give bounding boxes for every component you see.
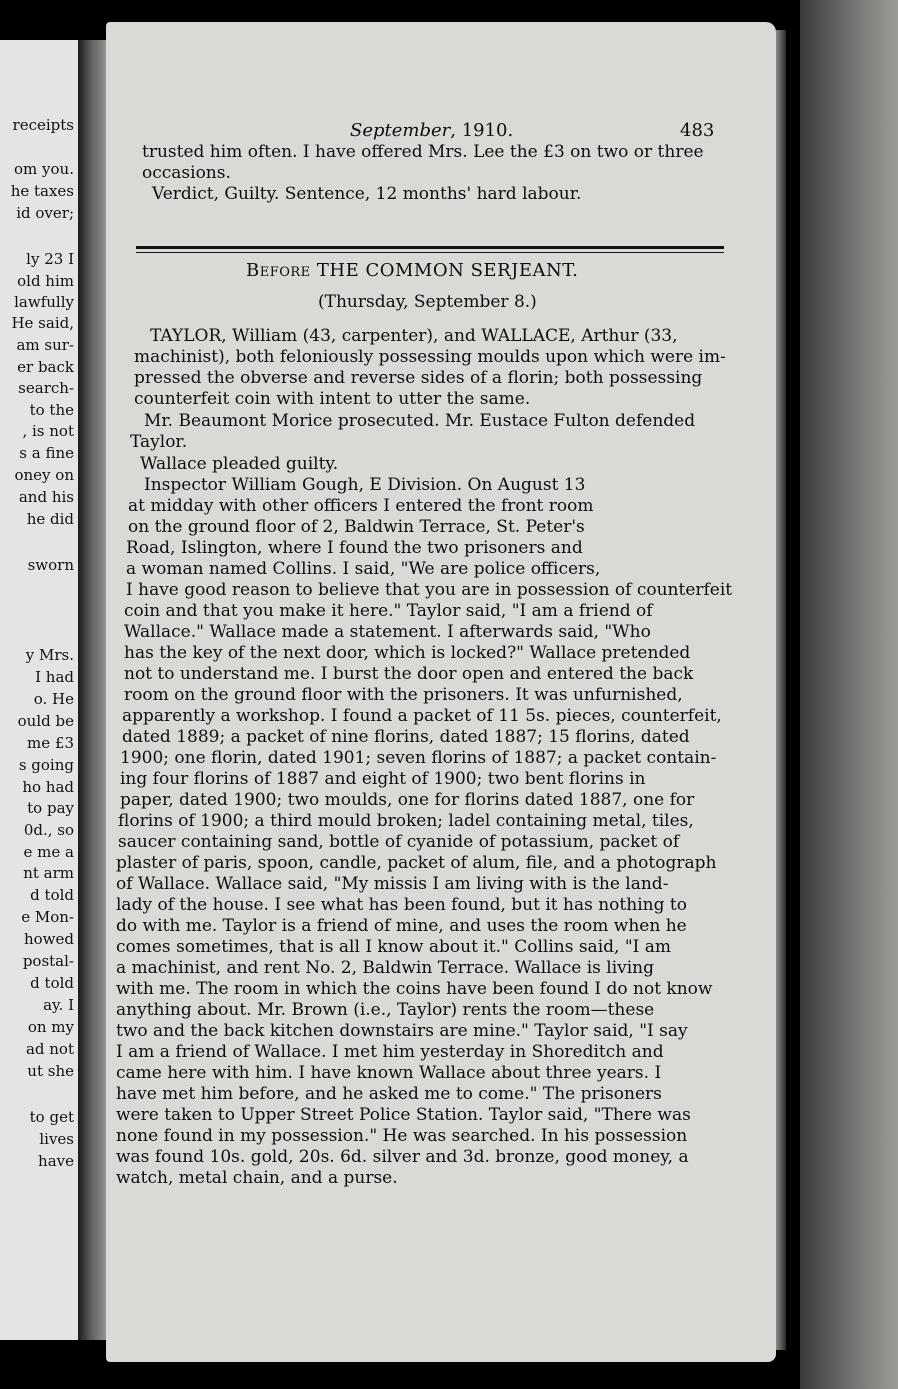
left-page-line: e Mon-: [21, 908, 74, 926]
left-page-line: ad not: [25, 1040, 74, 1058]
body-line: 1900; one florin, dated 1901; seven florins of 1887; a packet contain-: [120, 748, 717, 768]
left-page-line: ho had: [22, 778, 74, 796]
left-page-line: sworn: [27, 556, 74, 574]
left-page-line: lives: [39, 1130, 74, 1148]
body-line: was found 10s. gold, 20s. 6d. silver and 3d. bronze, good money, a: [116, 1147, 689, 1167]
section-rule-top: [136, 246, 724, 249]
left-page-line: to pay: [27, 799, 74, 817]
body-line: room on the ground floor with the prisoners. It was unfurnished,: [124, 685, 683, 705]
left-page-line: have: [38, 1152, 74, 1170]
left-page-line: search-: [18, 379, 74, 397]
heading-before: Before: [246, 260, 311, 281]
body-line: have met him before, and he asked me to come." The prisoners: [116, 1084, 662, 1104]
left-page-line: om you.: [14, 160, 74, 178]
body-line: comes sometimes, that is all I know about it." Collins said, "I am: [116, 937, 672, 957]
body-line: of Wallace. Wallace said, "My missis I am living with is the land-: [116, 874, 669, 894]
left-page-line: receipts: [12, 116, 74, 134]
body-line: do with me. Taylor is a friend of mine, and uses the room when he: [116, 916, 687, 936]
left-page-line: ould be: [17, 712, 74, 730]
body-line: pressed the obverse and reverse sides of a florin; both possessing: [134, 368, 703, 388]
body-line: apparently a workshop. I found a packet of 11 5s. pieces, counterfeit,: [122, 706, 722, 726]
body-line: none found in my possession." He was searched. In his possession: [116, 1126, 688, 1146]
page-edge: [776, 30, 786, 1350]
right-page: [106, 22, 776, 1362]
body-line: Wallace." Wallace made a statement. I afterwards said, "Who: [124, 622, 651, 642]
body-line: (Thursday, September 8.): [318, 292, 537, 312]
left-page-line: postal-: [22, 952, 74, 970]
left-page-line: s going: [18, 756, 74, 774]
left-page-line: ly 23 I: [26, 250, 74, 268]
body-line: coin and that you make it here." Taylor said, "I am a friend of: [124, 601, 653, 621]
left-page-line: o. He: [33, 690, 74, 708]
left-page-line: to the: [29, 401, 74, 419]
body-line: came here with him. I have known Wallace about three years. I: [116, 1063, 662, 1083]
running-header: [350, 122, 513, 140]
left-page-line: er back: [17, 358, 74, 376]
body-line: on the ground floor of 2, Baldwin Terrace, St. Peter's: [128, 517, 585, 537]
left-page-line: I had: [35, 668, 74, 686]
body-line: Road, Islington, where I found the two prisoners and: [126, 538, 583, 558]
left-page-line: he did: [26, 510, 74, 528]
left-page: [0, 40, 81, 1340]
header-year: , 1910.: [450, 120, 514, 141]
left-page-line: nt arm: [23, 864, 74, 882]
book-gutter: [78, 40, 108, 1340]
body-line: Taylor.: [130, 432, 188, 452]
page-number: 483: [680, 120, 715, 141]
body-line: with me. The room in which the coins have been found I do not know: [116, 979, 713, 999]
body-line: ing four florins of 1887 and eight of 1900; two bent florins in: [120, 769, 646, 789]
left-page-line: d told: [30, 886, 74, 904]
left-page-line: id over;: [16, 204, 74, 222]
body-line: were taken to Upper Street Police Station. Taylor said, "There was: [116, 1105, 691, 1125]
book-edge-right: [800, 0, 898, 1389]
body-line: Mr. Beaumont Morice prosecuted. Mr. Eustace Fulton defended: [144, 411, 696, 431]
left-page-line: y Mrs.: [25, 646, 74, 664]
left-page-line: oney on: [14, 466, 74, 484]
left-page-line: e me a: [23, 843, 74, 861]
body-line: Inspector William Gough, E Division. On August 13: [144, 475, 586, 495]
left-page-line: on my: [27, 1018, 74, 1036]
left-page-line: me £3: [27, 734, 74, 752]
body-line: occasions.: [142, 163, 231, 183]
body-line: a machinist, and rent No. 2, Baldwin Terrace. Wallace is living: [116, 958, 655, 978]
body-line: counterfeit coin with intent to utter the same.: [134, 389, 531, 409]
body-line: trusted him often. I have offered Mrs. Lee the £3 on two or three: [142, 142, 704, 162]
left-page-line: howed: [23, 930, 74, 948]
left-page-line: s a fine: [19, 444, 74, 462]
body-line: anything about. Mr. Brown (i.e., Taylor) rents the room—these: [116, 1000, 655, 1020]
left-page-line: d told: [30, 974, 74, 992]
section-heading: Before THE COMMON SERJEANT.: [246, 260, 579, 281]
left-page-line: ay. I: [43, 996, 74, 1014]
body-line: a woman named Collins. I said, "We are police officers,: [126, 559, 601, 579]
body-line: not to understand me. I burst the door open and entered the back: [124, 664, 694, 684]
body-line: plaster of paris, spoon, candle, packet of alum, file, and a photograph: [116, 853, 717, 873]
body-line: I am a friend of Wallace. I met him yesterday in Shoreditch and: [116, 1042, 664, 1062]
body-line: at midday with other officers I entered the front room: [128, 496, 594, 516]
section-rule-bottom: [136, 252, 724, 253]
body-line: florins of 1900; a third mould broken; ladel containing metal, tiles,: [118, 811, 694, 831]
body-line: machinist), both feloniously possessing moulds upon which were im-: [134, 347, 726, 367]
left-page-line: He said,: [11, 314, 74, 332]
left-page-line: lawfully: [14, 293, 74, 311]
body-line: TAYLOR, William (43, carpenter), and WALLACE, Arthur (33,: [150, 326, 678, 346]
left-page-line: old him: [17, 272, 74, 290]
header-month: September: [350, 120, 451, 141]
body-line: has the key of the next door, which is locked?" Wallace pretended: [124, 643, 691, 663]
body-line: lady of the house. I see what has been found, but it has nothing to: [116, 895, 687, 915]
left-page-line: to get: [29, 1108, 74, 1126]
left-page-line: 0d., so: [23, 821, 74, 839]
body-line: Wallace pleaded guilty.: [140, 454, 339, 474]
body-line: paper, dated 1900; two moulds, one for florins dated 1887, one for: [120, 790, 695, 810]
body-line: I have good reason to believe that you are in possession of counterfeit: [126, 580, 733, 600]
left-page-line: and his: [18, 488, 74, 506]
body-line: dated 1889; a packet of nine florins, dated 1887; 15 florins, dated: [122, 727, 690, 747]
body-line: Verdict, Guilty. Sentence, 12 months' hard labour.: [152, 184, 582, 204]
body-line: watch, metal chain, and a purse.: [116, 1168, 398, 1188]
body-line: two and the back kitchen downstairs are mine." Taylor said, "I say: [116, 1021, 688, 1041]
left-page-line: ut she: [27, 1062, 74, 1080]
left-page-line: he taxes: [10, 182, 74, 200]
left-page-line: , is not: [22, 422, 74, 440]
body-line: saucer containing sand, bottle of cyanide of potassium, packet of: [118, 832, 680, 852]
left-page-line: am sur-: [16, 336, 74, 354]
